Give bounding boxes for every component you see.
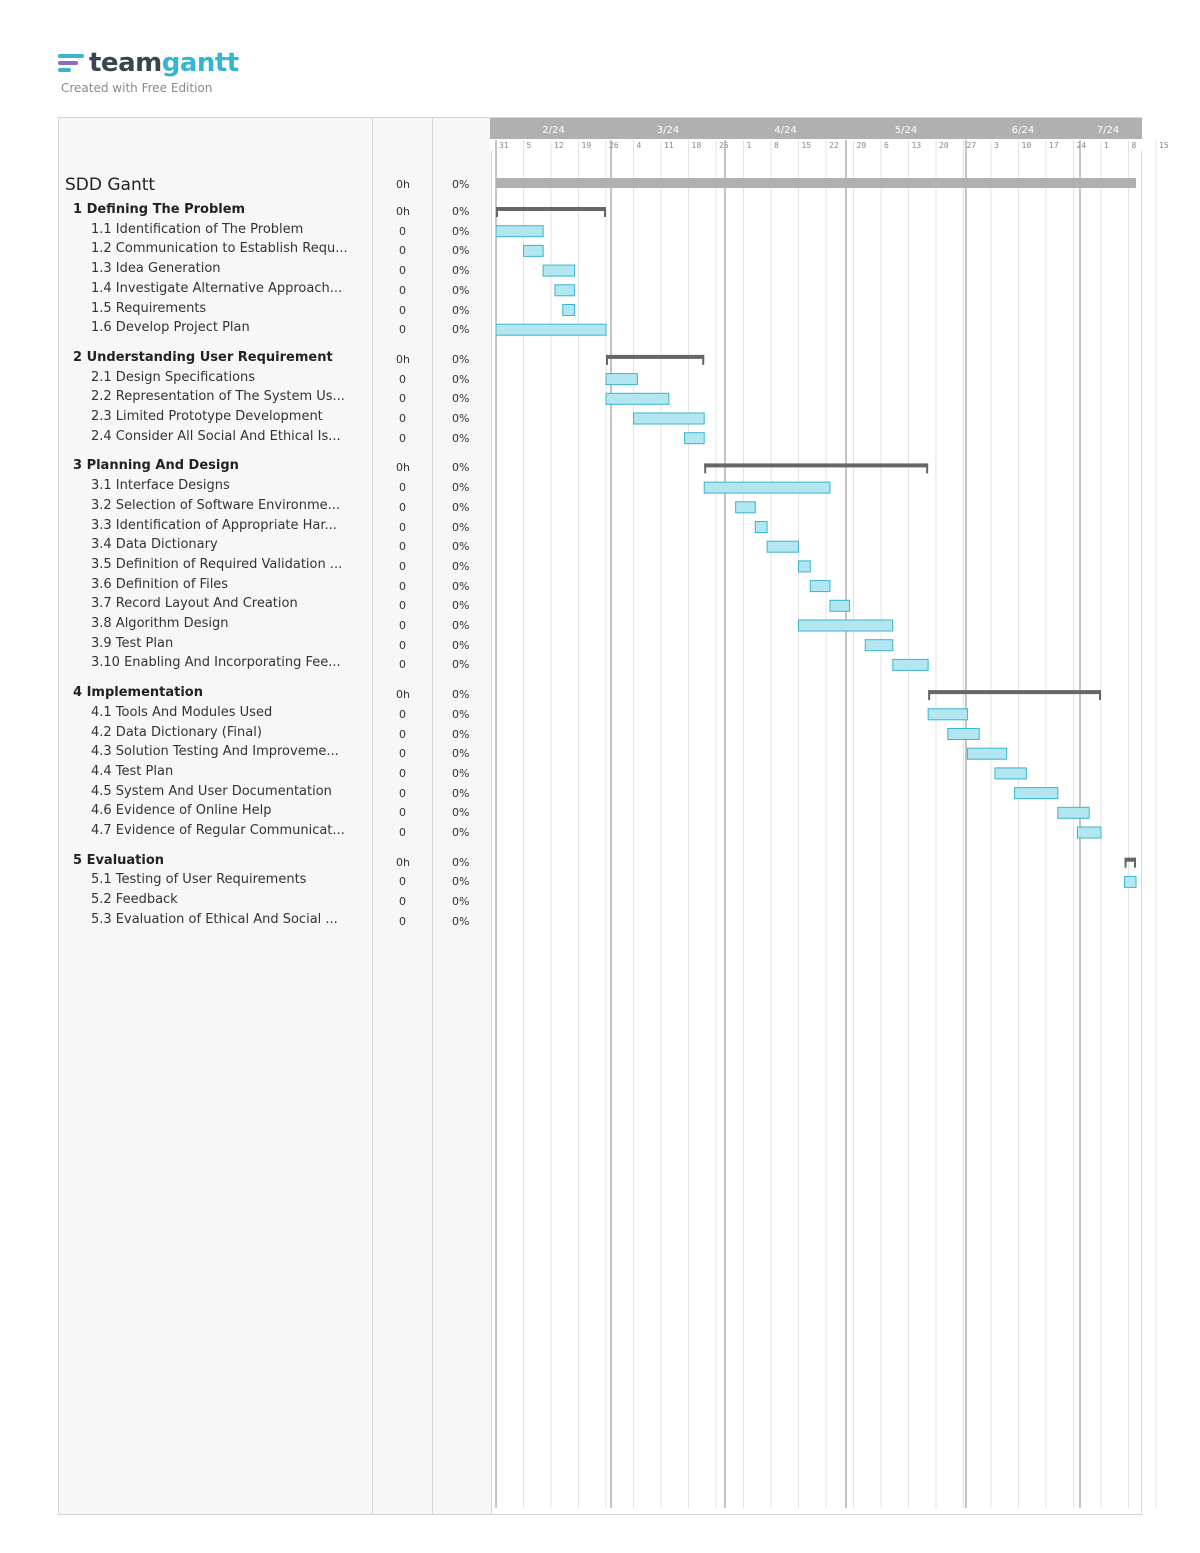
week-tick-label: 22 (829, 141, 839, 150)
task-hours: 0 (399, 392, 406, 406)
task-bar (606, 374, 637, 385)
task-hours: 0 (399, 520, 406, 534)
task-bar (755, 522, 767, 533)
task-bar (767, 541, 798, 552)
task-bar (555, 285, 575, 296)
timeline-header (490, 118, 1142, 139)
logo-bars-icon (58, 54, 88, 76)
month-label: 6/24 (1011, 125, 1035, 136)
task-hours: 0 (399, 540, 406, 554)
task-name: 3.3 Identification of Appropriate Har... (91, 517, 337, 533)
task-name: 3.1 Interface Designs (91, 478, 230, 494)
group-hours: 0h (396, 688, 410, 702)
logo-wordmark (89, 48, 239, 78)
task-hours: 0 (399, 303, 406, 317)
week-tick-label: 29 (856, 141, 867, 150)
task-hours: 0 (399, 707, 406, 721)
task-hours: 0 (399, 599, 406, 613)
task-bar (893, 659, 928, 670)
task-percent: 0% (452, 481, 470, 495)
task-hours: 0 (399, 412, 406, 425)
task-name: 2.3 Limited Prototype Development (91, 409, 323, 424)
edition-label: Created with Free Edition (61, 81, 213, 95)
task-bar (606, 393, 669, 404)
task-hours: 0 (399, 806, 406, 820)
task-name: 1.2 Communication to Establish Requ... (91, 241, 348, 257)
task-name: 1.3 Idea Generation (91, 261, 221, 277)
week-tick-label: 19 (581, 141, 592, 150)
task-name: 1.1 Identification of The Problem (91, 221, 304, 237)
week-tick-label: 13 (911, 141, 922, 150)
group-percent: 0% (452, 688, 470, 702)
month-label: 5/24 (894, 125, 918, 136)
task-hours: 0 (399, 658, 406, 672)
task-bar (928, 709, 967, 720)
task-name: 5.1 Testing of User Requirements (91, 872, 307, 888)
task-hours: 0 (399, 727, 406, 741)
group-bar (496, 207, 606, 211)
task-name: 1.6 Develop Project Plan (91, 320, 250, 336)
task-bar (799, 620, 893, 631)
task-bar (995, 768, 1026, 779)
task-percent: 0% (452, 500, 470, 514)
task-percent: 0% (452, 520, 470, 534)
task-bar (496, 324, 606, 335)
week-tick-label: 5 (526, 141, 532, 150)
group-name: 4 Implementation (73, 685, 203, 701)
task-hours: 0 (399, 372, 406, 386)
week-tick-label: 3 (994, 141, 999, 150)
task-bar (810, 581, 830, 592)
task-name: 4.2 Data Dictionary (Final) (91, 724, 262, 740)
group-bar (606, 355, 704, 359)
week-tick-label: 1 (1104, 141, 1109, 150)
month-label: 3/24 (656, 125, 680, 136)
task-bar (704, 482, 830, 493)
group-bar-left-tick (1125, 858, 1127, 868)
task-hours: 0 (399, 914, 406, 928)
task-bar (799, 561, 811, 572)
task-name: 2.4 Consider All Social And Ethical Is... (91, 428, 341, 444)
task-percent: 0% (452, 431, 470, 445)
week-tick-label: 25 (719, 141, 729, 150)
task-percent: 0% (452, 599, 470, 613)
project-bar (496, 178, 1136, 188)
task-hours: 0 (399, 895, 406, 909)
task-name: 3.4 Data Dictionary (91, 537, 218, 553)
week-tick-label: 8 (774, 141, 779, 150)
task-bar (865, 640, 893, 651)
task-percent: 0% (452, 786, 470, 800)
task-percent: 0% (452, 895, 470, 909)
gantt-chart (490, 118, 1169, 1514)
group-hours: 0h (396, 205, 410, 218)
task-percent: 0% (452, 727, 470, 741)
group-name: 1 Defining The Problem (73, 202, 246, 217)
task-name: 3.2 Selection of Software Environme... (91, 497, 341, 513)
task-bar (496, 226, 543, 237)
week-tick-label: 31 (499, 141, 509, 150)
group-bar (704, 463, 928, 467)
task-name: 4.6 Evidence of Online Help (91, 803, 272, 819)
task-name: 3.10 Enabling And Incorporating Fee... (91, 655, 341, 671)
group-percent: 0% (452, 205, 470, 218)
task-hours: 0 (399, 579, 406, 593)
group-percent: 0% (452, 461, 470, 475)
task-percent: 0% (452, 264, 470, 278)
task-hours: 0 (399, 283, 406, 297)
logo-team-text: team (89, 48, 162, 78)
task-bar (948, 729, 979, 740)
task-percent: 0% (452, 914, 470, 928)
group-hours: 0h (396, 461, 410, 475)
task-hours: 0 (399, 431, 406, 445)
week-tick-label: 11 (664, 141, 674, 150)
task-percent: 0% (452, 244, 470, 258)
group-bar-left-tick (928, 690, 930, 700)
task-bar (967, 748, 1006, 759)
month-label: 2/24 (542, 125, 565, 136)
task-percent: 0% (452, 826, 470, 839)
group-bar-left-tick (496, 207, 498, 217)
week-tick-label: 20 (939, 141, 949, 150)
task-bar (524, 245, 544, 256)
task-percent: 0% (452, 303, 470, 317)
task-hours: 0 (399, 481, 406, 495)
teamgantt-logo (58, 50, 258, 80)
task-name: 1.4 Investigate Alternative Approach... (91, 280, 343, 296)
week-tick-label: 6 (884, 141, 889, 150)
task-hours: 0 (399, 244, 406, 258)
task-hours: 0 (399, 224, 406, 238)
group-name: 5 Evaluation (73, 852, 165, 868)
task-name: 3.7 Record Layout And Creation (91, 596, 298, 612)
task-bar (543, 265, 574, 276)
task-name: 2.2 Representation of The System Us... (91, 389, 345, 405)
task-percent: 0% (452, 392, 470, 406)
week-tick-label: 12 (554, 141, 564, 150)
task-bar (1058, 807, 1089, 818)
week-tick-label: 24 (1076, 141, 1087, 150)
group-hours: 0h (396, 352, 410, 366)
task-percent: 0% (452, 579, 470, 593)
task-hours: 0 (399, 638, 406, 652)
week-tick-label: 15 (1159, 141, 1169, 150)
task-bar (1015, 788, 1058, 799)
task-percent: 0% (452, 559, 470, 573)
task-percent: 0% (452, 412, 470, 425)
task-hours: 0 (399, 826, 406, 839)
group-bar-right-tick (604, 207, 606, 217)
group-bar-left-tick (704, 463, 706, 473)
task-bar (634, 413, 705, 424)
week-tick-label: 27 (966, 141, 977, 150)
task-percent: 0% (452, 766, 470, 780)
task-name: 5.2 Feedback (91, 892, 178, 908)
task-name: 3.9 Test Plan (91, 635, 174, 651)
group-bar-right-tick (926, 463, 928, 473)
task-percent: 0% (452, 283, 470, 297)
task-percent: 0% (452, 747, 470, 761)
group-name: 3 Planning And Design (73, 458, 239, 474)
task-percent: 0% (452, 540, 470, 554)
week-tick-label: 8 (1131, 141, 1137, 150)
task-bar (563, 305, 575, 316)
task-percent: 0% (452, 658, 470, 672)
group-bar-right-tick (702, 355, 704, 365)
task-name: 3.5 Definition of Required Validation ... (91, 556, 343, 572)
group-percent: 0% (452, 855, 470, 869)
group-bar-right-tick (1134, 858, 1136, 868)
week-tick-label: 4 (636, 141, 642, 150)
project-hours: 0h (396, 178, 410, 191)
month-label: 4/24 (774, 125, 797, 136)
task-bar (1125, 876, 1136, 887)
task-name: 4.4 Test Plan (91, 763, 174, 779)
task-hours: 0 (399, 323, 406, 337)
project-percent: 0% (452, 178, 470, 191)
logo-gantt-text: gantt (161, 48, 239, 78)
task-hours: 0 (399, 786, 406, 800)
task-percent: 0% (452, 707, 470, 721)
group-percent: 0% (452, 352, 470, 366)
task-hours: 0 (399, 766, 406, 780)
task-hours: 0 (399, 264, 406, 278)
project-name: SDD Gantt (65, 175, 156, 195)
task-name: 3.8 Algorithm Design (91, 616, 229, 631)
week-tick-label: 26 (609, 141, 619, 150)
task-name: 2.1 Design Specifications (91, 369, 256, 385)
task-name: 1.5 Requirements (91, 300, 207, 316)
group-hours: 0h (396, 855, 410, 869)
task-hours: 0 (399, 875, 406, 889)
task-percent: 0% (452, 224, 470, 238)
group-bar-left-tick (606, 355, 608, 365)
week-tick-label: 10 (1021, 141, 1032, 150)
task-name: 5.3 Evaluation of Ethical And Social ... (91, 911, 338, 927)
task-name: 4.3 Solution Testing And Improveme... (91, 744, 339, 760)
task-percent: 0% (452, 875, 470, 889)
task-bar (830, 600, 850, 611)
task-name: 4.5 System And User Documentation (91, 783, 332, 799)
task-hours: 0 (399, 619, 406, 632)
week-tick-label: 17 (1049, 141, 1059, 150)
task-name: 3.6 Definition of Files (91, 576, 229, 592)
task-bar (685, 433, 705, 444)
week-tick-label: 18 (691, 141, 702, 150)
task-bar (736, 502, 756, 513)
task-hours: 0 (399, 500, 406, 514)
week-tick-label: 1 (746, 141, 752, 150)
task-hours: 0 (399, 559, 406, 573)
group-name: 2 Understanding User Requirement (73, 349, 333, 365)
week-tick-label: 15 (801, 141, 812, 150)
task-percent: 0% (452, 323, 470, 337)
task-percent: 0% (452, 619, 470, 632)
task-name: 4.1 Tools And Modules Used (91, 704, 273, 720)
task-name: 4.7 Evidence of Regular Communicat... (91, 823, 345, 838)
percent-column-divider (432, 118, 433, 1514)
group-bar (928, 690, 1101, 694)
task-bar (1077, 827, 1101, 838)
hours-column-divider (372, 118, 373, 1514)
task-percent: 0% (452, 806, 470, 820)
task-hours: 0 (399, 747, 406, 761)
group-bar-right-tick (1099, 690, 1101, 700)
task-percent: 0% (452, 638, 470, 652)
task-percent: 0% (452, 372, 470, 386)
month-label: 7/24 (1096, 125, 1120, 136)
